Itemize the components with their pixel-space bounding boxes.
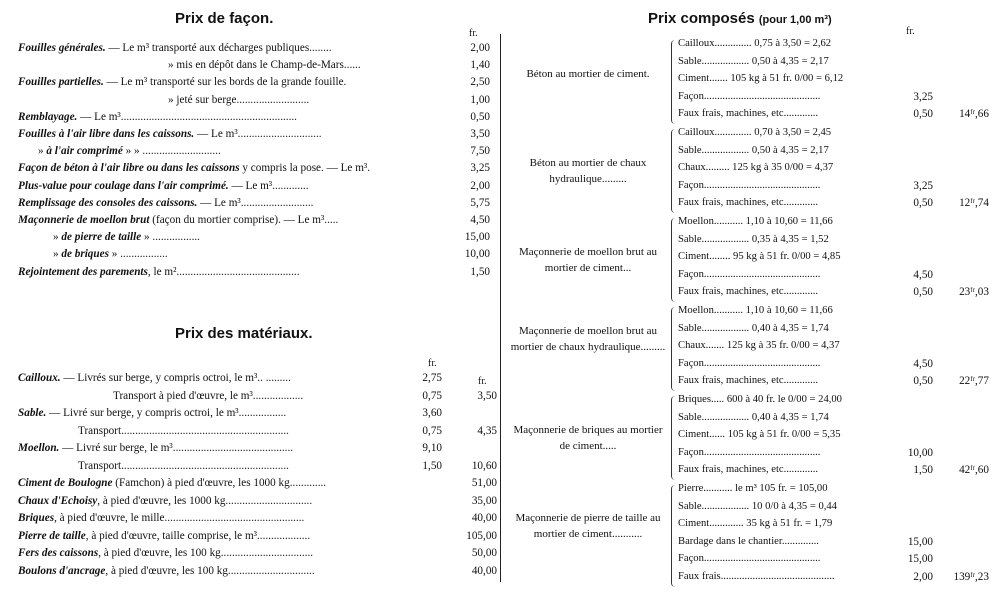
group-line-value: 10,00 <box>907 446 933 459</box>
group-line-text: Façon............................................ <box>678 90 821 102</box>
group-total: 22ᶠʳ,77 <box>959 375 989 388</box>
materiaux-unit-2: fr. <box>478 376 487 387</box>
facon-row-label: Remblayage. — Le m³............................................................... <box>18 110 297 123</box>
group-line-text: Chaux....... 125 kg à 35 fr. 0/00 = 4,37 <box>678 340 840 352</box>
facon-row-value: 5,75 <box>470 196 490 209</box>
materiaux-row-label: Pierre de taille, à pied d'œuvre, taille comprise, le m³................... <box>18 529 311 542</box>
facon-row-label: » à l'air comprimé » » ............................ <box>38 145 221 158</box>
materiaux-row-value: 9,10 <box>422 442 442 454</box>
group-line-value: 4,50 <box>913 268 933 281</box>
group-total: 23ᶠʳ,03 <box>959 286 989 299</box>
group-line-value: 0,50 <box>913 108 933 121</box>
group-line-text: Sable.................. 0,50 à 4,35 = 2,17 <box>678 55 829 67</box>
facon-row-label: » jeté sur berge.......................... <box>168 93 310 106</box>
materiaux-row-total: 105,00 <box>466 529 497 542</box>
facon-row-value: 3,25 <box>470 162 490 175</box>
group-line-value: 3,25 <box>913 90 933 103</box>
materiaux-row-label: Transport............................................................ <box>78 459 289 472</box>
group-label: Maçonnerie de briques au mortier de ciment..... <box>513 424 663 452</box>
materiaux-row-total: 35,00 <box>471 494 497 507</box>
group-total: 42ᶠʳ,60 <box>959 464 989 477</box>
facon-row-label: » mis en dépôt dans le Champ-de-Mars...... <box>168 59 361 72</box>
group-line-text: Façon............................................ <box>678 357 821 369</box>
group-line-text: Ciment....... 105 kg à 51 fr. 0/00 = 6,12 <box>678 73 844 85</box>
group-line-text: Faux frais, machines, etc............. <box>678 464 819 476</box>
group-line-value: 15,00 <box>907 535 933 548</box>
materiaux-row-value: 2,75 <box>422 372 442 384</box>
group-line-value: 2,00 <box>913 571 933 583</box>
group-line-text: Façon............................................ <box>678 268 821 280</box>
materiaux-row-value: 3,60 <box>422 407 442 419</box>
group-line-text: Cailloux.............. 0,75 à 3,50 = 2,62 <box>678 38 832 49</box>
composes-title-text: Prix composés <box>648 10 755 27</box>
group-line-text: Pierre........... le m³ 105 fr. = 105,00 <box>678 483 828 494</box>
facon-title: Prix de façon. <box>175 10 274 27</box>
facon-row-label: Remplissage des consoles des caissons. — Le m³.......................... <box>18 196 314 209</box>
facon-row-label: » de briques » ................. <box>53 248 168 261</box>
facon-unit: fr. <box>469 28 478 39</box>
materiaux-row-label: Ciment de Boulogne (Famchon) à pied d'œuvre, les 1000 kg............. <box>18 477 327 489</box>
materiaux-row-label: Transport à pied d'œuvre, le m³.................. <box>113 389 304 402</box>
facon-row-label: Rejointement des parements, le m²............................................ <box>18 265 300 278</box>
facon-row-label: Plus-value pour coulage dans l'air comprimé. — Le m³............. <box>18 179 309 192</box>
group-line-value: 3,25 <box>913 179 933 192</box>
facon-row-label: Façon de béton à l'air libre ou dans les caissons y compris la pose. — Le m³. <box>18 162 371 175</box>
group-total: 14ᶠʳ,66 <box>959 108 989 121</box>
materiaux-row-total: 50,00 <box>471 547 497 559</box>
materiaux-row-label: Cailloux. — Livrés sur berge, y compris octroi, le m³.. ......... <box>18 372 291 384</box>
materiaux-title: Prix des matériaux. <box>175 325 313 342</box>
materiaux-row-label: Chaux d'Echoisy, à pied d'œuvre, les 1000 kg............................... <box>18 494 313 507</box>
facon-row-value: 0,50 <box>470 110 490 123</box>
group-brace <box>671 40 676 124</box>
materiaux-row-total: 40,00 <box>471 512 497 524</box>
facon-row-value: 3,50 <box>470 128 490 140</box>
facon-row-value: 1,50 <box>470 265 490 278</box>
group-total: 12ᶠʳ,74 <box>959 197 989 210</box>
facon-row-value: 2,00 <box>470 42 490 54</box>
column-divider <box>500 34 501 582</box>
group-line-text: Chaux......... 125 kg à 35 0/00 = 4,37 <box>678 162 834 174</box>
facon-row-label: » de pierre de taille » ................. <box>53 231 200 244</box>
group-line-value: 1,50 <box>913 464 933 477</box>
group-line-text: Cailloux.............. 0,70 à 3,50 = 2,45 <box>678 127 832 138</box>
group-label: Maçonnerie de moellon brut au mortier de chaux hydraulique......... <box>510 325 666 353</box>
materiaux-row-total: 4,35 <box>477 424 497 437</box>
group-line-text: Faux frais, machines, etc............. <box>678 375 819 387</box>
composes-unit: fr. <box>906 26 915 37</box>
group-line-value: 0,50 <box>913 375 933 388</box>
group-line-text: Moellon........... 1,10 à 10,60 = 11,66 <box>678 305 833 316</box>
group-line-text: Façon............................................ <box>678 179 821 191</box>
group-line-text: Moellon........... 1,10 à 10,60 = 11,66 <box>678 216 833 227</box>
group-label: Maçonnerie de moellon brut au mortier de ciment... <box>518 246 658 274</box>
group-total: 139ᶠʳ,23 <box>953 571 989 583</box>
facon-row-value: 2,00 <box>470 179 490 192</box>
facon-row-value: 10,00 <box>464 248 490 261</box>
group-line-value: 0,50 <box>913 197 933 210</box>
materiaux-row-total: 51,00 <box>471 477 497 489</box>
facon-row-label: Fouilles à l'air libre dans les caissons. — Le m³.............................. <box>18 128 322 140</box>
group-label: Béton au mortier de chaux hydraulique......... <box>529 157 647 185</box>
group-line-value: 4,50 <box>913 357 933 370</box>
group-line-text: Ciment............. 35 kg à 51 fr. = 1,79 <box>678 518 833 530</box>
materiaux-row-value: 1,50 <box>422 459 442 472</box>
group-line-text: Façon............................................ <box>678 553 821 565</box>
facon-row-label: Maçonnerie de moellon brut (façon du mortier comprise). — Le m³..... <box>18 214 339 226</box>
materiaux-row-label: Transport............................................................ <box>78 424 289 437</box>
facon-row-value: 1,40 <box>470 59 490 72</box>
facon-row-value: 2,50 <box>470 76 490 89</box>
materiaux-row-value: 0,75 <box>422 424 442 437</box>
group-line-text: Façon............................................ <box>678 446 821 458</box>
group-label: Maçonnerie de pierre de taille au mortier de ciment........... <box>515 511 661 540</box>
group-line-text: Sable.................. 0,40 à 4,35 = 1,74 <box>678 322 829 334</box>
group-line-text: Sable.................. 0,40 à 4,35 = 1,74 <box>678 411 829 423</box>
facon-row-value: 7,50 <box>470 145 490 158</box>
group-label: Béton au mortier de ciment. <box>526 68 650 80</box>
group-line-text: Faux frais........................................... <box>678 571 835 582</box>
facon-row-value: 15,00 <box>464 231 490 244</box>
materiaux-unit-1: fr. <box>428 358 437 369</box>
facon-row-value: 4,50 <box>470 214 490 226</box>
materiaux-row-total: 40,00 <box>471 564 497 577</box>
facon-row-value: 1,00 <box>470 93 490 106</box>
group-line-text: Faux frais, machines, etc............. <box>678 197 819 209</box>
materiaux-row-label: Fers des caissons, à pied d'œuvre, les 100 kg................................. <box>18 547 314 559</box>
materiaux-row-total: 3,50 <box>477 389 497 402</box>
materiaux-row-total: 10,60 <box>471 459 497 472</box>
group-brace <box>671 396 676 480</box>
facon-row-label: Fouilles partielles. — Le m³ transporté sur les bords de la grande fouille. <box>18 76 347 89</box>
group-brace <box>671 307 676 391</box>
facon-row-label: Fouilles générales. — Le m³ transporté aux décharges publiques........ <box>18 42 332 54</box>
group-line-text: Sable.................. 0,35 à 4,35 = 1,52 <box>678 233 829 245</box>
group-line-text: Sable.................. 0,50 à 4,35 = 2,17 <box>678 144 829 156</box>
group-line-value: 0,50 <box>913 286 933 299</box>
group-line-text: Briques..... 600 à 40 fr. le 0/00 = 24,00 <box>678 394 842 405</box>
group-line-text: Ciment...... 105 kg à 51 fr. 0/00 = 5,35 <box>678 429 841 441</box>
materiaux-row-value: 0,75 <box>422 389 442 402</box>
materiaux-row-label: Briques, à pied d'œuvre, le mille.................................................. <box>18 512 305 524</box>
group-brace <box>671 129 676 213</box>
group-line-text: Ciment........ 95 kg à 51 fr. 0/00 = 4,85 <box>678 251 841 263</box>
materiaux-row-label: Boulons d'ancrage, à pied d'œuvre, les 100 kg............................... <box>18 564 315 577</box>
composes-subtitle: (pour 1,00 m³) <box>758 14 832 26</box>
group-brace <box>671 218 676 302</box>
group-line-text: Sable.................. 10 0/0 à 4,35 = 0,44 <box>678 500 837 512</box>
group-line-text: Bardage dans le chantier.............. <box>678 535 819 547</box>
group-line-value: 15,00 <box>907 553 933 566</box>
group-line-text: Faux frais, machines, etc............. <box>678 108 819 120</box>
group-brace <box>671 485 676 587</box>
group-line-text: Faux frais, machines, etc............. <box>678 286 819 298</box>
composes-title <box>648 10 832 27</box>
materiaux-row-label: Sable. — Livré sur berge, y compris octroi, le m³................. <box>18 407 287 419</box>
materiaux-row-label: Moellon. — Livré sur berge, le m³........................................... <box>18 442 294 454</box>
